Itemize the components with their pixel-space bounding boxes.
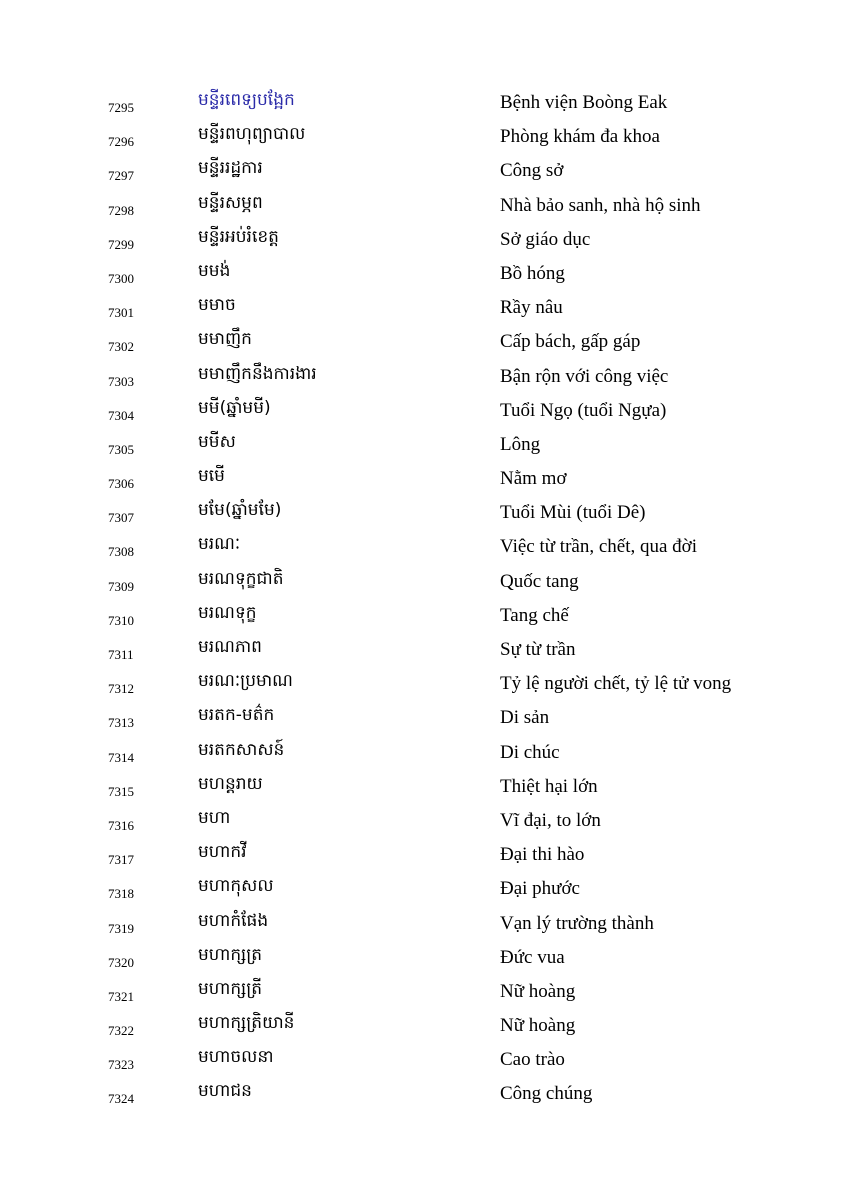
- dictionary-entry: [0, 838, 848, 872]
- entry-number: 7308: [108, 544, 134, 560]
- vietnamese-translation: Tỷ lệ người chết, tỷ lệ tử vong: [500, 673, 732, 695]
- dictionary-entry: [0, 736, 848, 770]
- vietnamese-translation: Di sản: [500, 707, 550, 729]
- dictionary-entry: [0, 565, 848, 599]
- entry-number: 7324: [108, 1091, 134, 1107]
- vietnamese-translation: Bận rộn với công việc: [500, 365, 669, 387]
- dictionary-entry: [0, 667, 848, 701]
- khmer-term: មរតក-មត៌ក: [198, 705, 275, 726]
- dictionary-entry: [0, 120, 848, 154]
- entry-number: 7323: [108, 1057, 134, 1073]
- dictionary-entry: [0, 462, 848, 496]
- entry-number: 7299: [108, 236, 134, 252]
- vietnamese-translation: Nhà bảo sanh, nhà hộ sinh: [500, 194, 701, 216]
- khmer-term: មរណៈ: [198, 534, 241, 555]
- vietnamese-translation: Thiệt hại lớn: [500, 775, 598, 797]
- dictionary-entry: [0, 599, 848, 633]
- dictionary-entry: [0, 360, 848, 394]
- vietnamese-translation: Lông: [500, 433, 541, 455]
- vietnamese-translation: Công sở: [500, 160, 564, 182]
- dictionary-entry: [0, 154, 848, 188]
- vietnamese-translation: Tuổi Mùi (tuổi Dê): [500, 502, 646, 524]
- khmer-term: មន្ទីរពេទ្យបង្អែក: [198, 90, 295, 110]
- khmer-term: មន្ទីររដ្ឋការ: [198, 158, 263, 179]
- vietnamese-translation: Phòng khám đa khoa: [500, 126, 660, 148]
- entry-number: 7300: [108, 270, 134, 286]
- khmer-term: មហាក្សត្រិយានី: [198, 1013, 295, 1034]
- khmer-term: មរណទុក្ខជាតិ: [198, 568, 284, 589]
- entry-number: 7313: [108, 715, 134, 731]
- entry-number: 7315: [108, 783, 134, 799]
- vietnamese-translation: Nằm mơ: [500, 468, 567, 490]
- entry-number: 7295: [108, 100, 134, 115]
- entry-number: 7301: [108, 305, 134, 321]
- dictionary-entry: [0, 394, 848, 428]
- khmer-term: មមាញឹកនឹងការងារ: [198, 363, 317, 384]
- dictionary-entry: [0, 530, 848, 564]
- entry-number: 7304: [108, 407, 134, 423]
- dictionary-entry: [0, 291, 848, 325]
- khmer-term: មមី(ឆ្នាំមមី): [198, 397, 271, 418]
- entry-number: 7311: [108, 647, 134, 662]
- vietnamese-translation: Bồ hóng: [500, 262, 565, 284]
- dictionary-entry: [0, 975, 848, 1009]
- khmer-term: មហន្តរាយ: [198, 773, 263, 794]
- khmer-term: មមាញឹក: [198, 329, 252, 350]
- vietnamese-translation: Nữ hoàng: [500, 980, 576, 1002]
- dictionary-entry: [0, 941, 848, 975]
- vietnamese-translation: Đại thi hào: [500, 844, 585, 866]
- dictionary-page: [0, 86, 848, 1112]
- khmer-term: មរណភាព: [198, 637, 262, 657]
- dictionary-entry: [0, 496, 848, 530]
- entry-number: 7307: [108, 510, 134, 526]
- entry-number: 7302: [108, 339, 134, 355]
- vietnamese-translation: Cấp bách, gấp gáp: [500, 331, 641, 353]
- khmer-term: មន្ទីរពហុព្យាបាល: [198, 124, 306, 145]
- entry-number: 7320: [108, 954, 134, 970]
- vietnamese-translation: Di chúc: [500, 741, 560, 763]
- dictionary-entry: [0, 189, 848, 223]
- khmer-term: មរណៈប្រមាណ: [198, 671, 293, 692]
- entry-number: 7319: [108, 920, 134, 936]
- vietnamese-translation: Việc từ trần, chết, qua đời: [500, 536, 697, 558]
- entry-number: 7314: [108, 749, 134, 765]
- entry-number: 7297: [108, 168, 134, 184]
- khmer-term: មហាចលនា: [198, 1047, 274, 1068]
- dictionary-entry: [0, 86, 848, 120]
- khmer-term: មហាកំផែង: [198, 910, 269, 931]
- dictionary-entry: [0, 223, 848, 257]
- dictionary-entry: [0, 428, 848, 462]
- vietnamese-translation: Nữ hoàng: [500, 1015, 576, 1037]
- vietnamese-translation: Cao trào: [500, 1049, 565, 1071]
- dictionary-entry: [0, 907, 848, 941]
- khmer-term: មហាកវី: [198, 842, 247, 863]
- khmer-term: មហាក្សត្រ: [198, 944, 263, 965]
- vietnamese-translation: Đức vua: [500, 946, 565, 968]
- khmer-term: មហាកុសល: [198, 876, 274, 897]
- khmer-term: មមាច: [198, 295, 236, 316]
- dictionary-entry: [0, 257, 848, 291]
- dictionary-entry: [0, 701, 848, 735]
- khmer-term: មមែ(ឆ្នាំមមែ): [198, 500, 282, 521]
- khmer-term: មហា: [198, 807, 231, 828]
- vietnamese-translation: Đại phước: [500, 878, 580, 900]
- vietnamese-translation: Quốc tang: [500, 570, 579, 592]
- dictionary-entry: [0, 633, 848, 667]
- dictionary-entry: [0, 1009, 848, 1043]
- vietnamese-translation: Bệnh viện Boòng Eak: [500, 92, 668, 113]
- entry-number: 7309: [108, 578, 134, 594]
- vietnamese-translation: Tuổi Ngọ (tuổi Ngựa): [500, 399, 667, 421]
- dictionary-entry: [0, 325, 848, 359]
- khmer-term: មហាជន: [198, 1081, 252, 1102]
- entry-number: 7321: [108, 988, 134, 1004]
- vietnamese-translation: Rầy nâu: [500, 297, 563, 319]
- dictionary-entry: [0, 770, 848, 804]
- dictionary-entry: [0, 1077, 848, 1111]
- entry-number: 7298: [108, 202, 134, 218]
- khmer-term: មហាក្សត្រី: [198, 978, 263, 999]
- khmer-term: មន្ទីរសម្ភព: [198, 192, 263, 213]
- vietnamese-translation: Vĩ đại, to lớn: [500, 809, 601, 831]
- entry-number: 7316: [108, 817, 134, 833]
- khmer-term: មរណទុក្ខ: [198, 602, 257, 623]
- entry-number: 7296: [108, 134, 134, 150]
- vietnamese-translation: Tang chế: [500, 604, 569, 626]
- dictionary-entry: [0, 872, 848, 906]
- entry-number: 7322: [108, 1023, 134, 1039]
- entry-number: 7306: [108, 476, 134, 492]
- khmer-term: មមើ: [198, 466, 225, 487]
- entry-number: 7318: [108, 886, 134, 902]
- entry-number: 7312: [108, 681, 134, 697]
- dictionary-entry: [0, 804, 848, 838]
- entry-number: 7310: [108, 612, 134, 628]
- entry-number: 7317: [108, 852, 134, 868]
- khmer-term: មរតកសាសន៍: [198, 739, 285, 760]
- vietnamese-translation: Công chúng: [500, 1083, 593, 1105]
- vietnamese-translation: Sự từ trần: [500, 639, 576, 660]
- dictionary-entry: [0, 1043, 848, 1077]
- khmer-term: មមង់: [198, 260, 231, 281]
- entry-number: 7303: [108, 373, 134, 389]
- vietnamese-translation: Sở giáo dục: [500, 228, 591, 250]
- entry-number: 7305: [108, 441, 134, 457]
- khmer-term: មន្ទីរអប់រំខេត្ត: [198, 226, 279, 247]
- khmer-term: មមីស: [198, 431, 236, 452]
- vietnamese-translation: Vạn lý trường thành: [500, 912, 654, 934]
